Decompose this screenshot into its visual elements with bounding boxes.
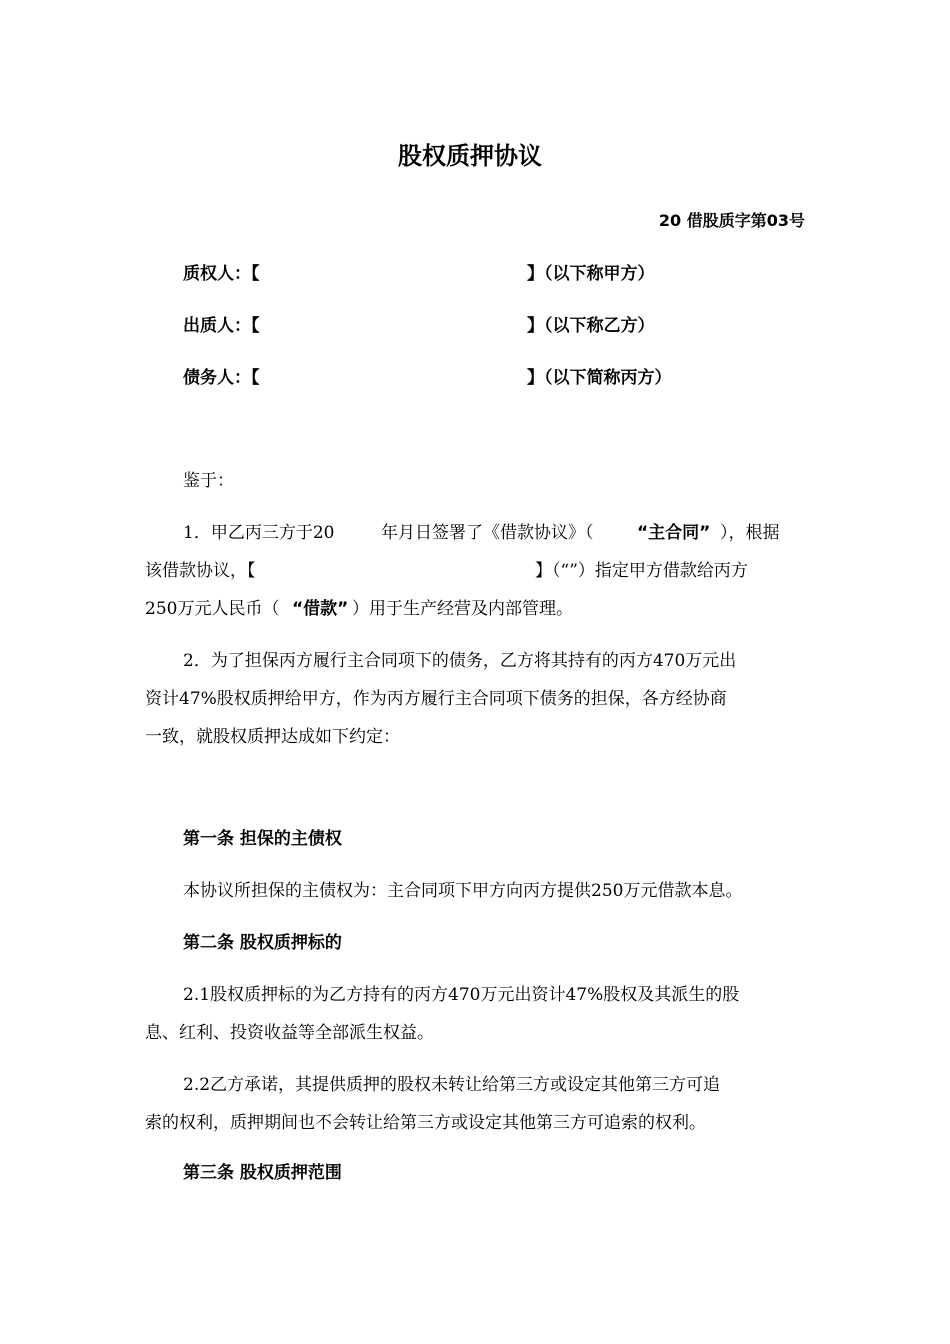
party-debtor-suffix: 】（以下简称丙方）	[527, 368, 672, 388]
clause1-line1-part-d: ），根据	[720, 523, 780, 543]
article2-heading: 第二条 股权质押标的	[183, 933, 342, 953]
clause1-line1-part-b: 年月日签署了《借款协议》（	[381, 523, 594, 543]
clause1-main-contract-term: “主合同”	[637, 523, 711, 543]
party-pledgee-suffix: 】（以下称甲方）	[527, 264, 655, 284]
party-debtor-label: 债务人：【	[183, 368, 260, 388]
clause2-line2: 资计47%股权质押给甲方，作为丙方履行主合同项下债务的担保，各方经协商	[145, 689, 727, 709]
article2-p2-line1: 2.2乙方承诺，其提供质押的股权未转让给第三方或设定其他第三方可追	[183, 1075, 721, 1095]
document-number: 20 借股质字第03号	[658, 211, 805, 230]
clause1-line3-part-c: ）用于生产经营及内部管理。	[352, 599, 573, 619]
clause1-line2-part-a: 该借款协议，【	[145, 561, 256, 581]
article2-p1-line2: 息、红利、投资收益等全部派生权益。	[145, 1023, 434, 1043]
article1-heading: 第一条 担保的主债权	[183, 829, 342, 849]
document-title: 股权质押协议	[398, 142, 542, 170]
clause2-line3: 一致，就股权质押达成如下约定：	[145, 727, 400, 747]
party-pledgor-suffix: 】（以下称乙方）	[527, 316, 655, 336]
clause1-line1-part-a: 1．甲乙丙三方于20	[183, 523, 335, 543]
clause1-loan-term: “借款”	[292, 599, 349, 619]
party-pledgor-label: 出质人：【	[183, 316, 260, 336]
article2-p1-line1: 2.1股权质押标的为乙方持有的丙方470万元出资计47%股权及其派生的股	[183, 985, 740, 1005]
clause2-line1: 2．为了担保丙方履行主合同项下的债务，乙方将其持有的丙方470万元出	[183, 651, 737, 671]
whereas-label: 鉴于：	[183, 471, 234, 491]
article3-heading: 第三条 股权质押范围	[183, 1163, 342, 1183]
clause1-line2-part-b: 】（“”）指定甲方借款给丙方	[535, 561, 748, 581]
clause1-line3-part-a: 250万元人民币（	[145, 599, 280, 619]
article1-body: 本协议所担保的主债权为：主合同项下甲方向丙方提供250万元借款本息。	[183, 881, 743, 901]
party-pledgee-label: 质权人：【	[183, 264, 260, 284]
article2-p2-line2: 索的权利，质押期间也不会转让给第三方或设定其他第三方可追索的权利。	[145, 1113, 706, 1133]
